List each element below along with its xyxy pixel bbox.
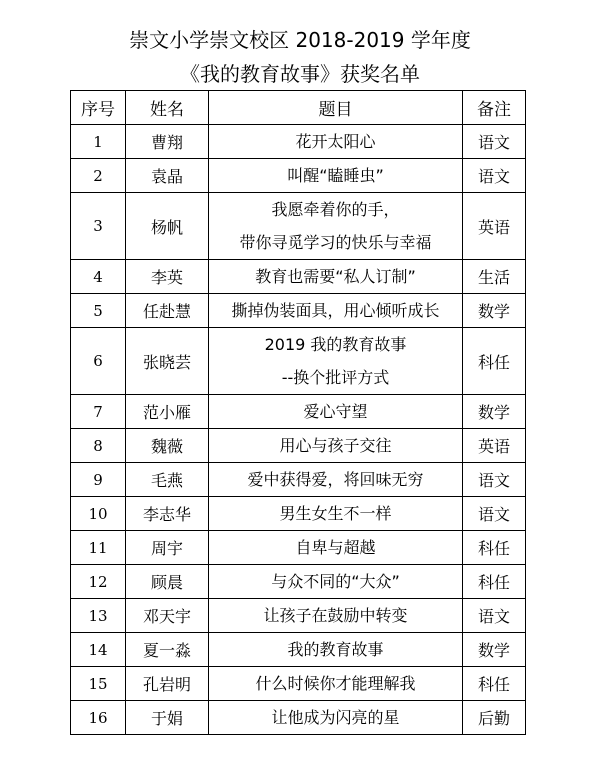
- row-topic: [209, 294, 463, 328]
- table-row: [71, 429, 526, 463]
- row-name: 李志华: [126, 497, 209, 531]
- topic-line: 我的教育故事: [287, 640, 384, 659]
- row-remark: 科任: [463, 328, 526, 395]
- row-topic: [209, 463, 463, 497]
- row-number: 1: [71, 125, 126, 159]
- table-row: [71, 701, 526, 735]
- row-remark: 科任: [463, 565, 526, 599]
- topic-line: 让孩子在鼓励中转变: [263, 606, 408, 625]
- topic-line: 用心与孩子交往: [279, 436, 392, 455]
- row-number: 12: [71, 565, 126, 599]
- row-number: 3: [71, 193, 126, 260]
- row-name: 任赴慧: [126, 294, 209, 328]
- row-number: 13: [71, 599, 126, 633]
- header-name: 姓名: [126, 91, 209, 125]
- row-remark: 科任: [463, 531, 526, 565]
- row-remark: 英语: [463, 429, 526, 463]
- table-row: [71, 633, 526, 667]
- table-row: [71, 260, 526, 294]
- row-name: 杨帆: [126, 193, 209, 260]
- row-number: 10: [71, 497, 126, 531]
- table-row: [71, 531, 526, 565]
- table-row: [71, 497, 526, 531]
- table-body: [71, 125, 526, 735]
- row-remark: 数学: [463, 633, 526, 667]
- row-name: 范小雁: [126, 395, 209, 429]
- row-name: 袁晶: [126, 159, 209, 193]
- topic-line: 我愿牵着你的手，: [271, 200, 400, 219]
- row-name: 孔岩明: [126, 667, 209, 701]
- table-header-row: [71, 91, 526, 125]
- topic-line: 与众不同的“大众”: [271, 572, 400, 591]
- topic-line: 爱心守望: [303, 402, 368, 421]
- row-topic: [209, 701, 463, 735]
- row-topic: [209, 531, 463, 565]
- row-topic: [209, 395, 463, 429]
- row-number: 15: [71, 667, 126, 701]
- table-row: [71, 667, 526, 701]
- row-remark: 语文: [463, 599, 526, 633]
- topic-line: 2019 我的教育故事: [264, 335, 407, 354]
- topic-line: 自卑与超越: [295, 538, 376, 557]
- row-topic: [209, 667, 463, 701]
- row-name: 夏一淼: [126, 633, 209, 667]
- row-number: 5: [71, 294, 126, 328]
- row-number: 4: [71, 260, 126, 294]
- row-remark: 英语: [463, 193, 526, 260]
- row-number: 6: [71, 328, 126, 395]
- table-row: [71, 328, 526, 395]
- table-row: [71, 294, 526, 328]
- topic-line: --换个批评方式: [281, 368, 390, 387]
- row-topic: [209, 260, 463, 294]
- topic-line: 男生女生不一样: [279, 504, 392, 523]
- topic-line: 撕掉伪装面具，用心倾听成长: [231, 301, 440, 320]
- row-name: 张晓芸: [126, 328, 209, 395]
- document-subtitle: 《我的教育故事》获奖名单: [180, 62, 420, 86]
- header-remark: 备注: [463, 91, 526, 125]
- table-row: [71, 565, 526, 599]
- row-number: 14: [71, 633, 126, 667]
- row-topic: [209, 429, 463, 463]
- row-remark: 数学: [463, 395, 526, 429]
- row-remark: 语文: [463, 159, 526, 193]
- row-remark: 生活: [463, 260, 526, 294]
- row-topic: [209, 599, 463, 633]
- header-topic: 题目: [209, 91, 463, 125]
- table-row: [71, 463, 526, 497]
- table-row: [71, 395, 526, 429]
- row-number: 16: [71, 701, 126, 735]
- row-number: 7: [71, 395, 126, 429]
- row-topic: [209, 497, 463, 531]
- row-topic: [209, 633, 463, 667]
- row-topic: [209, 159, 463, 193]
- topic-line: 什么时候你才能理解我: [255, 674, 416, 693]
- row-remark: 语文: [463, 497, 526, 531]
- table-row: [71, 159, 526, 193]
- table-row: [71, 193, 526, 260]
- row-number: 9: [71, 463, 126, 497]
- row-name: 顾晨: [126, 565, 209, 599]
- row-number: 8: [71, 429, 126, 463]
- row-number: 11: [71, 531, 126, 565]
- row-remark: 科任: [463, 667, 526, 701]
- row-topic: [209, 565, 463, 599]
- row-name: 邓天宇: [126, 599, 209, 633]
- topic-line: 教育也需要“私人订制”: [255, 267, 416, 286]
- row-topic: [209, 193, 463, 260]
- topic-line: 带你寻觅学习的快乐与幸福: [239, 233, 432, 252]
- row-remark: 语文: [463, 463, 526, 497]
- topic-line: 让他成为闪亮的星: [271, 708, 400, 727]
- row-remark: 语文: [463, 125, 526, 159]
- row-name: 周宇: [126, 531, 209, 565]
- table-row: [71, 599, 526, 633]
- row-name: 李英: [126, 260, 209, 294]
- header-number: 序号: [71, 91, 126, 125]
- row-name: 毛燕: [126, 463, 209, 497]
- row-remark: 后勤: [463, 701, 526, 735]
- table-row: [71, 125, 526, 159]
- topic-line: 爱中获得爱，将回味无穷: [247, 470, 424, 489]
- row-number: 2: [71, 159, 126, 193]
- row-name: 于娟: [126, 701, 209, 735]
- row-name: 魏薇: [126, 429, 209, 463]
- topic-line: 花开太阳心: [295, 132, 376, 151]
- award-table: [70, 90, 526, 735]
- row-topic: [209, 125, 463, 159]
- row-remark: 数学: [463, 294, 526, 328]
- document-title: 崇文小学崇文校区 2018-2019 学年度: [129, 28, 471, 52]
- row-topic: [209, 328, 463, 395]
- topic-line: 叫醒“瞌睡虫”: [287, 166, 384, 185]
- row-name: 曹翔: [126, 125, 209, 159]
